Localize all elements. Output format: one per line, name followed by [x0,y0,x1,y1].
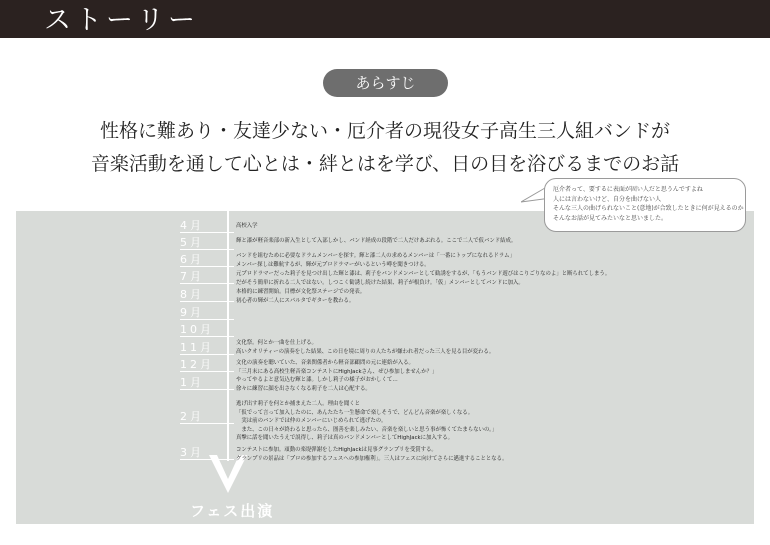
event-text: 本格的に練習開始。目標が文化祭ステージでの発表。 初心者の輝が二人にスパルタでギターを教わる。 [236,289,366,304]
event-text: 文化祭。何とか一曲を仕上げる。 高いクオリティーの演奏をした結果、この日を境に周りの人たちが嫌われ者だった三人を見る目が変わる。 [236,340,495,355]
month-label: 1月 [180,376,234,390]
page-title: ストーリー [44,5,199,36]
month-label: 8月 [180,288,234,302]
bubble-line: 人には言わないけど、自分を曲げない人 [553,195,662,203]
lead-line-1: 性格に難あり・友達少ない・厄介者の現役女子高生三人組バンドが [99,120,670,142]
event-text: 元プロドラマーだった莉子を見つけ出した輝と漆は、莉子をバンドメンバーとして勧誘をするが、「もうバンド遊びはこりごりなのよ」と断られてしまう。 だがそう簡単に折れる二人ではない。しつこく勧誘し続けた結果、莉子が根負け。「仮」メンバーとしてバンドに加入。 [236,271,611,286]
event-text: 逃げ出す莉子を何とか捕まえた二人。理由を聞くと 「仮でって言って加入したのに、あんたたち一生懸命で楽しそうで、どんどん音楽が楽しくなる。 実は前のバンドでは仲のメンバーにいじめられて逃げたの。 また、この日々が終わると思ったら、圏善を楽しみたい、音楽を楽しいと思う事が怖くてたまらないの。」 真撃に話を聞いたうえで説得し、莉子は真のバンドメンバーとしてHighJackに加入する。 [236,401,498,442]
bubble-line: 厄介者って、要するに表面が固い人だと思うんですよね [553,186,703,193]
event-text: やってやるよと意気込む輝と漆。しかし莉子の様子がおかしくて… 徐々に練習に顔を出さなくなる莉子を二人は心配する。 [236,377,398,392]
finale-label: フェス出演 [190,502,275,520]
event-text: 高校入学 [236,223,258,229]
month-label: 4月 [180,219,234,233]
month-label: 2月 [180,410,234,424]
event-text: コンテストに参加。頑動の楽堤弾謝をしたHighJackは見事グランプリを受賞する。 グランプリの景品は「プロの参加するフェスへの参加権利」。三人はフェスに向けてさらに邁進することとなる。 [236,447,508,462]
month-label: 3月 [180,446,234,460]
event-text: 輝と漆が軽音楽部の新入生として入部しかし、バンド経成の段階で二人だけあぶれる。ここで二人で仮バンド結成。 [236,238,517,244]
month-label: 6月 [180,253,234,267]
month-label: 7月 [180,270,234,284]
month-label: 9月 [180,306,234,320]
month-label: 5月 [180,236,234,250]
bubble-line: そんな三人の曲げられないこと(意地)が合致したときに何が見えるのか [553,205,744,213]
lead-line-2: 音楽活動を通して心とは・絆とはを学び、日の目を浴びるまでのお話 [90,153,680,175]
event-text: 文化の演奏を聴いていた、音楽関係者から軽音部顧問の元に連絡が入る。 「三月末にある高校生軽音楽コンテストにHighJackさん、ぜひ参加しませんか？」 [236,360,438,375]
header-bar [0,0,770,38]
month-label: 12月 [180,358,234,372]
speech-bubble [544,178,746,232]
event-text: バンドを組むために必要なドラムメンバーを探す。輝と漆二人の求めるメンバーは「一番にトップになれるドラム」 メンバー探しは難航するが、輝が元プロドラマーがいるという噂を聞きつける。 [236,253,515,268]
month-label: 10月 [180,323,234,337]
month-label: 11月 [180,341,234,355]
bubble-line: そんなお話が見てみたいなと思いました。 [553,214,668,222]
synopsis-badge: あらすじ [323,69,448,97]
